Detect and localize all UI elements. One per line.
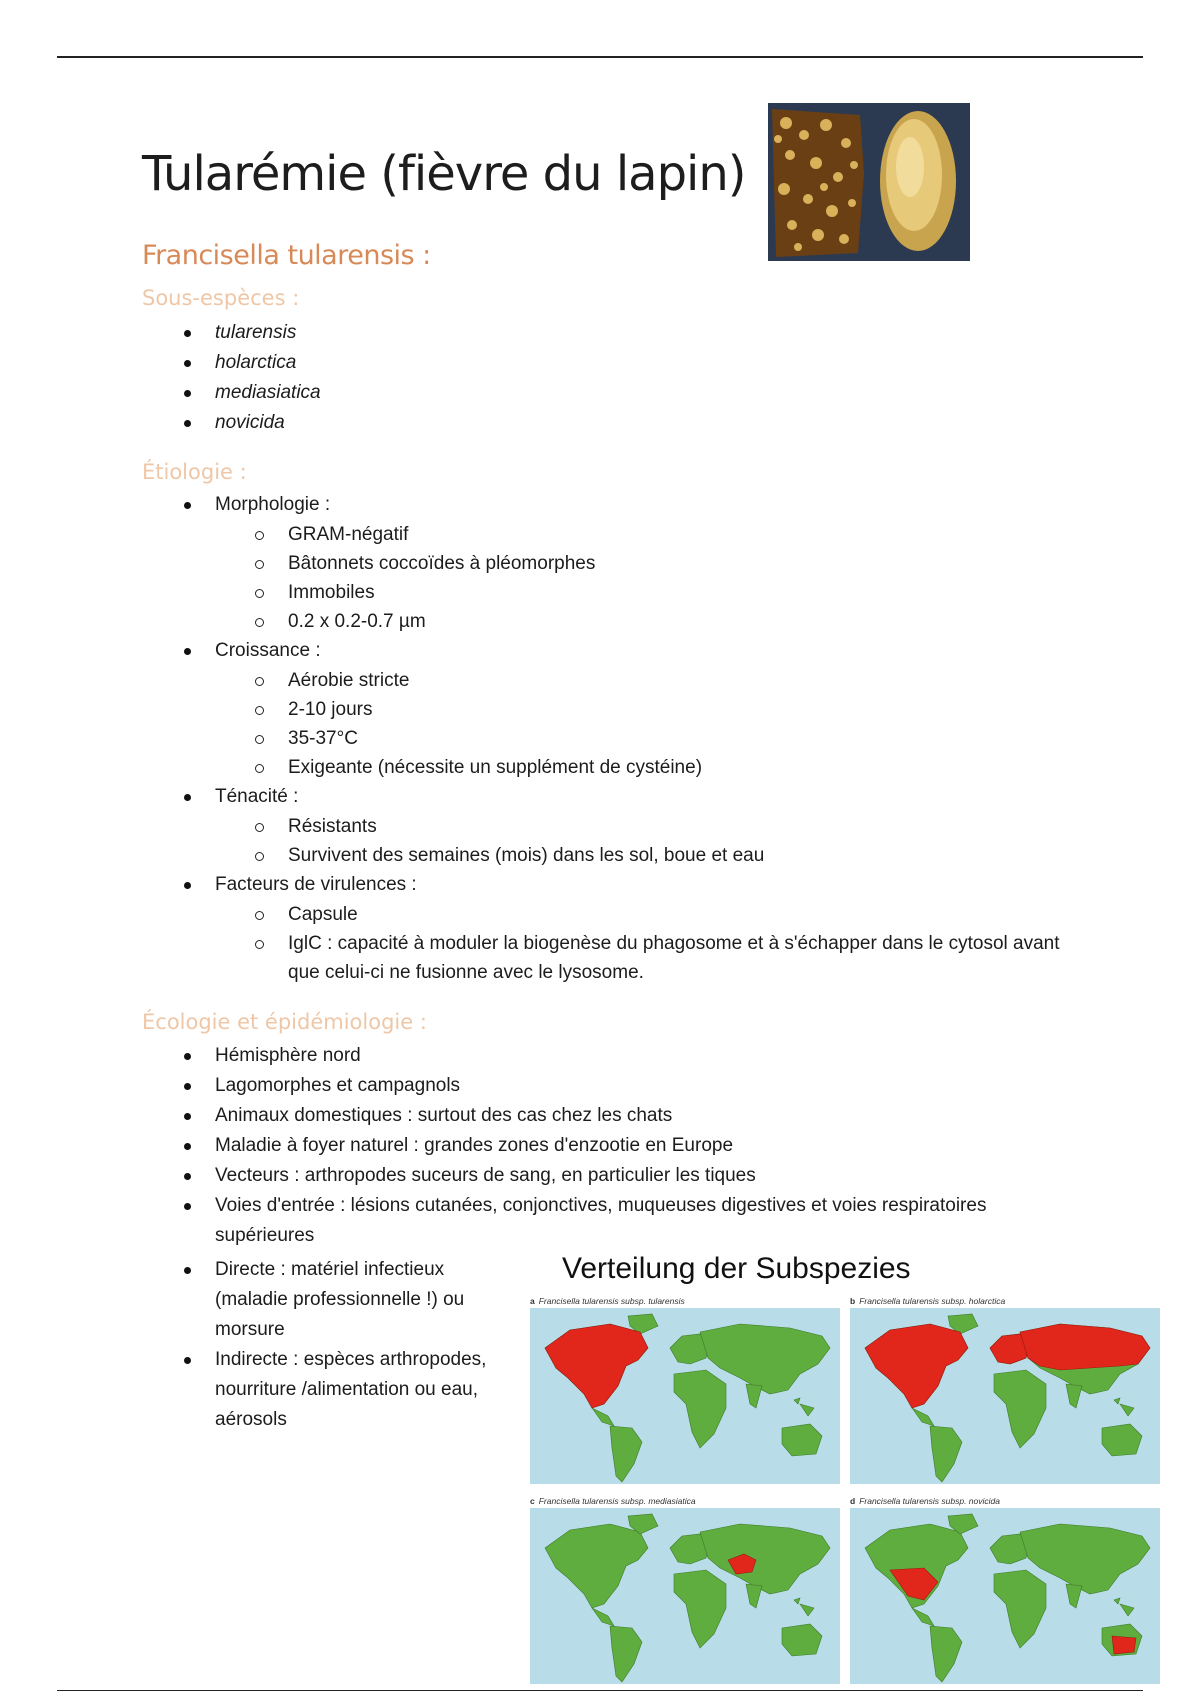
list-item: 35-37°C [288, 724, 1075, 753]
list-item: Directe : matériel infectieux (maladie professionnelle !) ou morsure [215, 1255, 515, 1345]
transmission-list [215, 1255, 515, 1435]
list-item: Ténacité : Résistants Survivent des semaines (mois) dans les sol, boue et eau [215, 782, 1075, 870]
list-item: Vecteurs : arthropodes suceurs de sang, en particulier les tiques [215, 1161, 1075, 1191]
culture-plate-photo [768, 103, 970, 261]
top-rule [57, 56, 1143, 58]
list-item: Aérobie stricte [288, 666, 1075, 695]
subspecies-map-figure [528, 1252, 1148, 1680]
list-item: 0.2 x 0.2-0.7 µm [288, 607, 1075, 636]
etiology-heading: Étiologie : [142, 460, 247, 484]
organism-heading: Francisella tularensis : [142, 240, 431, 271]
map-panel-tularensis: a Francisella tularensis subsp. tularensis [530, 1294, 840, 1484]
list-item: Voies d'entrée : lésions cutanées, conjonctives, muqueuses digestives et voies respiratoires supérieures [215, 1191, 1075, 1251]
list-item: mediasiatica [215, 378, 321, 408]
page-title: Tularémie (fièvre du lapin) [142, 146, 746, 202]
list-item: Hémisphère nord [215, 1041, 1075, 1071]
list-item: Maladie à foyer naturel : grandes zones d'enzootie en Europe [215, 1131, 1075, 1161]
world-map [530, 1508, 840, 1684]
growth-list [288, 666, 1075, 782]
list-item: Immobiles [288, 578, 1075, 607]
list-item: Survivent des semaines (mois) dans les sol, boue et eau [288, 841, 1075, 870]
distribution-area [1112, 1636, 1136, 1654]
map-panel-holarctica: b Francisella tularensis subsp. holarctica [850, 1294, 1160, 1484]
etiology-list [215, 490, 1075, 987]
list-item: Facteurs de virulences : Capsule IglC : capacité à moduler la biogenèse du phagosome et à s'échapper dans le cytosol avant que celui-ci ne fusionne avec le lysosome. [215, 870, 1075, 987]
map-panel-novicida: d Francisella tularensis subsp. novicida [850, 1494, 1160, 1684]
list-item: Lagomorphes et campagnols [215, 1071, 1075, 1101]
list-item: Résistants [288, 812, 1075, 841]
list-item: novicida [215, 408, 321, 438]
world-map [850, 1508, 1160, 1684]
tenacity-list [288, 812, 1075, 870]
list-item: Morphologie : GRAM-négatif Bâtonnets coccoïdes à pléomorphes Immobiles 0.2 x 0.2-0.7 µm [215, 490, 1075, 636]
virulence-list [288, 900, 1078, 987]
list-item: Croissance : Aérobie stricte 2-10 jours 35-37°C Exigeante (nécessite un supplément de cystéine) [215, 636, 1075, 782]
subspecies-list [215, 318, 321, 438]
map-figure-title: Verteilung der Subspezies [562, 1252, 911, 1285]
list-item: Bâtonnets coccoïdes à pléomorphes [288, 549, 1075, 578]
list-item: Capsule [288, 900, 1078, 929]
list-item: 2-10 jours [288, 695, 1075, 724]
list-item: IglC : capacité à moduler la biogenèse du phagosome et à s'échapper dans le cytosol avant que celui-ci ne fusionne avec le lysosome. [288, 929, 1078, 987]
bottom-rule [57, 1690, 1143, 1691]
list-item: Exigeante (nécessite un supplément de cystéine) [288, 753, 1075, 782]
list-item: Indirecte : espèces arthropodes, nourriture /alimentation ou eau, aérosols [215, 1345, 515, 1435]
world-map [850, 1308, 1160, 1484]
subspecies-heading: Sous-espèces : [142, 286, 300, 310]
list-item: GRAM-négatif [288, 520, 1075, 549]
list-item: tularensis [215, 318, 321, 348]
list-item: Animaux domestiques : surtout des cas chez les chats [215, 1101, 1075, 1131]
ecology-list [215, 1041, 1075, 1251]
world-map [530, 1308, 840, 1484]
morphology-list [288, 520, 1075, 636]
ecology-heading: Écologie et épidémiologie : [142, 1010, 427, 1034]
map-panel-mediasiatica: c Francisella tularensis subsp. mediasiatica [530, 1494, 840, 1684]
list-item: holarctica [215, 348, 321, 378]
